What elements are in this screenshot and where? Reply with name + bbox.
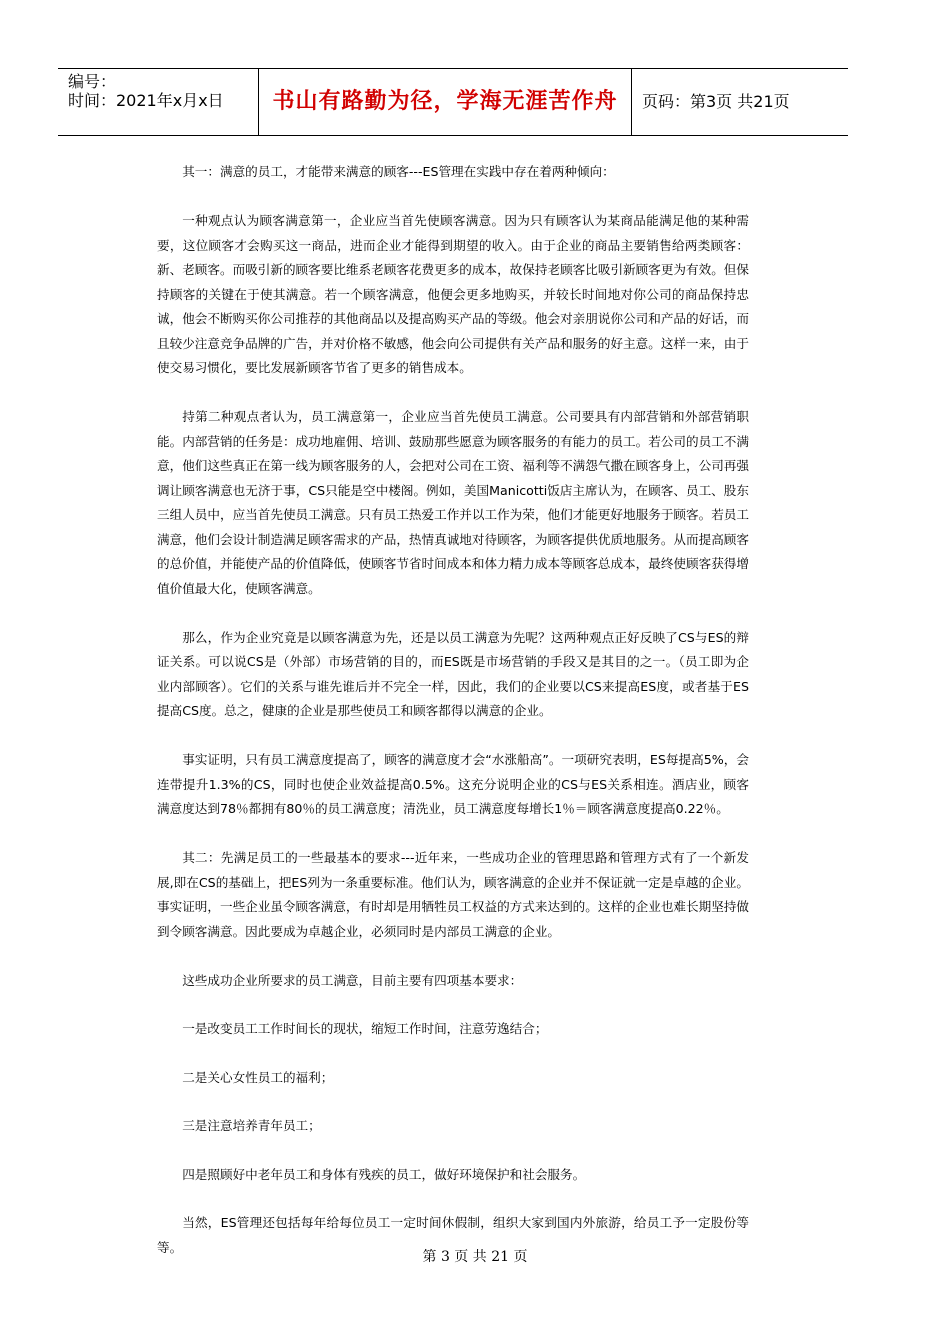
paragraph: 一种观点认为顾客满意第一，企业应当首先使顾客满意。因为只有顾客认为某商品能满足他的某种需要，这位顾客才会购买这一商品，进而企业才能得到期望的收入。由于企业的商品主要销售给两类顾客：新、老顾客。而吸引新的顾客要比维系老顾客花费更多的成本，故保持老顾客比吸引新顾客更为有效。但保持顾客的关键在于使其满意。若一个顾客满意，他便会更多地购买，并较长时间地对你公司的商品保持忠诚，他会不断购买你公司推荐的其他商品以及提高购买产品的等级。他会对亲朋说你公司和产品的好话，而且较少注意竞争品牌的广告，并对价格不敏感，他会向公司提供有关产品和服务的好主意。这样一来，由于使交易习惯化，要比发展新顾客节省了更多的销售成本。 [157, 213, 749, 375]
list-item: 三是注意培养青年员工； [182, 1118, 321, 1133]
header-meta [58, 69, 258, 135]
header-motto: 书山有路勤为径，学海无涯苦作舟 [272, 89, 618, 114]
list-item: 四是照顾好中老年员工和身体有残疾的员工，做好环境保护和社会服务。 [182, 1166, 586, 1182]
paragraph: 这些成功企业所要求的员工满意，目前主要有四项基本要求： [182, 972, 523, 988]
document-time-label: 时间：2021年x月x日 [68, 91, 224, 110]
list-item: 二是关心女性员工的福利； [182, 1069, 334, 1085]
page-footer: 第 3 页 共 21 页 [422, 1249, 528, 1265]
header-page-info: 页码：第3页 共21页 [642, 92, 790, 111]
document-number-label: 编号： [68, 72, 117, 91]
header-divider-right [631, 69, 632, 135]
list-item: 一是改变员工工作时间长的现状，缩短工作时间，注意劳逸结合； [182, 1021, 548, 1036]
document-body [157, 160, 749, 1284]
paragraph: 其一：满意的员工，才能带来满意的顾客---ES管理在实践中存在着两种倾向： [182, 164, 615, 179]
paragraph: 当然，ES管理还包括每年给每位员工一定时间休假制，组织大家到国内外旅游，给员工予一定股份等等。 [157, 1215, 749, 1255]
page-header [58, 68, 848, 136]
paragraph: 持第二种观点者认为，员工满意第一，企业应当首先使员工满意。公司要具有内部营销和外部营销职能。内部营销的任务是：成功地雇佣、培训、鼓励那些愿意为顾客服务的有能力的员工。若公司的员工不满意，他们这些真正在第一线为顾客服务的人，会把对公司在工资、福利等不满怨气撒在顾客身上，公司再强调让顾客满意也无济于事，CS只能是空中楼阁。例如，美国Manicotti饭店主席认为，在顾客、员工、股东三组人员中，应当首先使员工满意。只有员工热爱工作并以工作为荣，他们才能更好地服务于顾客。若员工满意，他们会设计制造满足顾客需求的产品，热情真诚地对待顾客，为顾客提供优质地服务。从而提高顾客的总价值，并能使产品的价值降低，使顾客节省时间成本和体力精力成本等顾客总成本，最终使顾客获得增值价值最大化，使顾客满意。 [157, 409, 749, 596]
paragraph: 其二：先满足员工的一些最基本的要求---近年来，一些成功企业的管理思路和管理方式有了一个新发展,即在CS的基础上，把ES列为一条重要标准。他们认为，顾客满意的企业并不保证就一定是卓越的企业。事实证明，一些企业虽令顾客满意，有时却是用牺牲员工权益的方式来达到的。这样的企业也难长期坚持做到令顾客满意。因此要成为卓越企业，必须同时是内部员工满意的企业。 [157, 850, 749, 939]
paragraph: 事实证明，只有员工满意度提高了，顾客的满意度才会“水涨船高”。一项研究表明，ES每提高5%，会连带提升1.3%的CS，同时也使企业效益提高0.5%。这充分说明企业的CS与ES关系相连。酒店业，顾客满意度达到78％都拥有80％的员工满意度；清洗业，员工满意度每增长1％＝顾客满意度提高0.22％。 [157, 752, 749, 816]
paragraph: 那么，作为企业究竟是以顾客满意为先，还是以员工满意为先呢？这两种观点正好反映了CS与ES的辩证关系。可以说CS是（外部）市场营销的目的，而ES既是市场营销的手段又是其目的之一。（员工即为企业内部顾客）。它们的关系与谁先谁后并不完全一样，因此，我们的企业要以CS来提高ES度，或者基于ES提高CS度。总之，健康的企业是那些使员工和顾客都得以满意的企业。 [157, 629, 749, 718]
